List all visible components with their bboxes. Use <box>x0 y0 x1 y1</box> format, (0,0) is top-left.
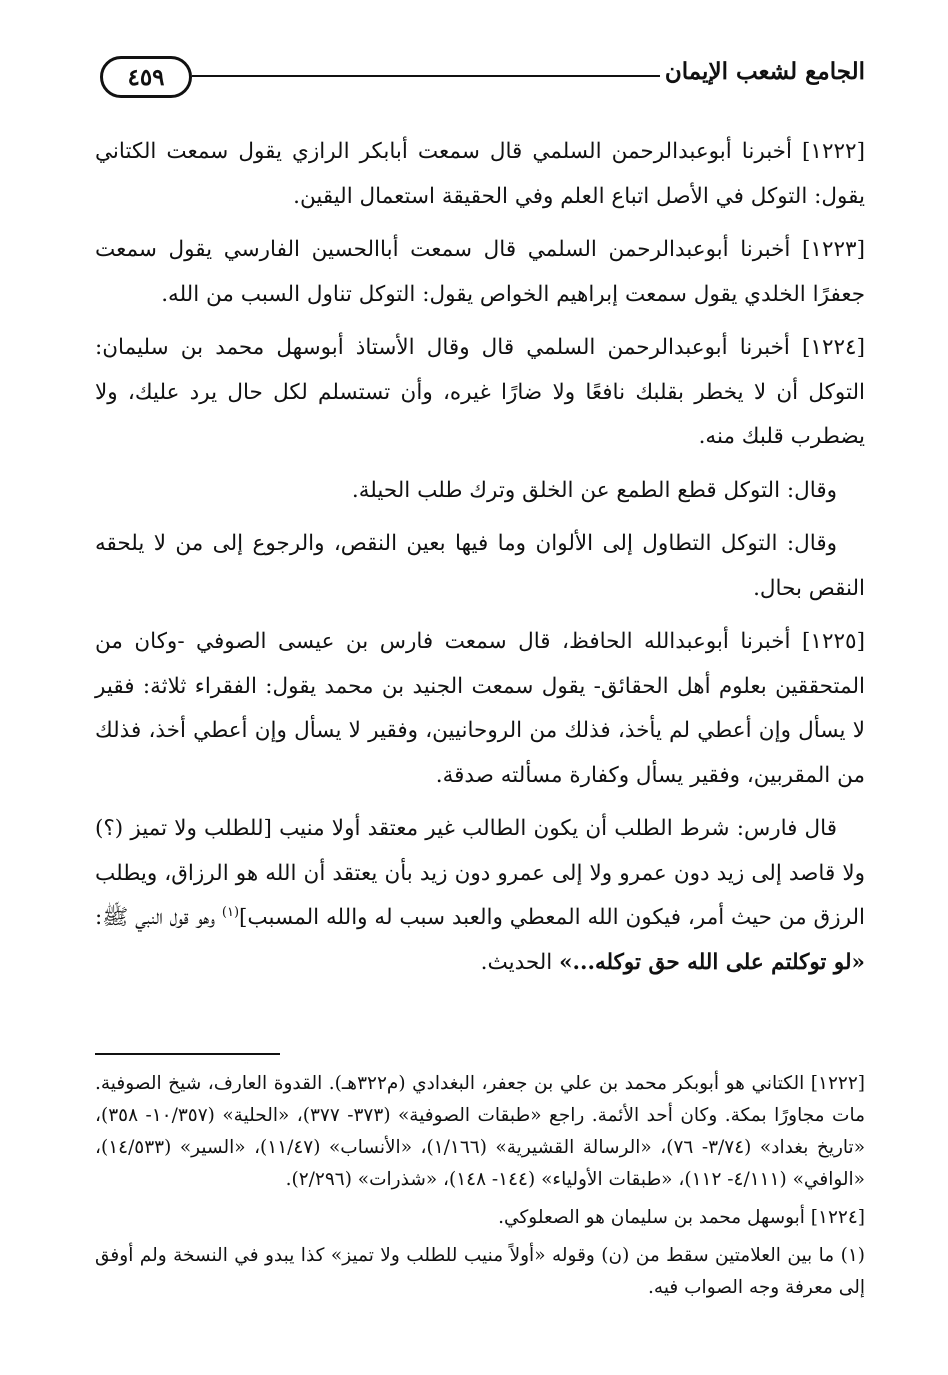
paragraph-text: أخبرنا أبوعبدالرحمن السلمي قال سمعت أبابكر الرازي يقول سمعت الكتاني يقول: التوكل في الأصل اتباع العلم وفي الحقيقة استعمال اليقين. <box>95 139 865 209</box>
paragraph-saying-1: وقال: التوكل قطع الطمع عن الخلق وترك طلب الحيلة. <box>351 477 837 503</box>
paragraph-1222 <box>95 130 865 219</box>
report-number: [١٢٢٤] <box>802 335 865 360</box>
footnote-divider <box>95 1053 280 1055</box>
paragraph-text: أخبرنا أبوعبدالرحمن السلمي قال سمعت أباالحسين الفارسي يقول سمعت جعفرًا الخلدي يقول سمعت إبراهيم الخواص يقول: التوكل تناول السبب من الله. <box>95 237 865 307</box>
book-page <box>95 50 865 1350</box>
running-title: الجامع لشعب الإيمان <box>664 58 865 85</box>
footnote-1: (١) ما بين العلامتين سقط من (ن) وقوله «أولاً منيب للطلب ولا تميز» كذا يبدو في النسخة ولم أوفق إلى معرفة وجه الصواب فيه. <box>95 1245 865 1298</box>
main-text <box>95 130 865 994</box>
page-header <box>95 50 865 102</box>
report-number: [١٢٢٢] <box>802 139 865 164</box>
paragraph-text: الحديث. <box>480 949 553 975</box>
footnote-1222: [١٢٢٢] الكتاني هو أبوبكر محمد بن علي بن جعفر، البغدادي (م٣٢٢هـ). القدوة العارف، شيخ الصوفية. مات مجاورًا بمكة. وكان أحد الأئمة. راجع «طبقات الصوفية» (٣٧٣- ٣٧٧)، «الحلية» (١٠/٣٥٧- ٣٥٨)، «تاريخ بغداد» (٣/٧٤- ٧٦)، «الرسالة القشيرية» (١/١٦٦)، «الأنساب» (١١/٤٧)، «السير» (١٤/٥٣٣)، «الوافي» (٤/١١١- ١١٢)، «طبقات الأولياء» (١٤٤- ١٤٨)، «شذرات» (٢/٢٩٦). <box>95 1073 866 1190</box>
paragraph-text: وهو قول النبي ﷺ: <box>95 905 216 930</box>
paragraph-1224 <box>95 326 865 460</box>
paragraph-1225 <box>95 620 865 798</box>
report-number: [١٢٢٥] <box>802 629 865 654</box>
footnotes <box>95 1068 865 1310</box>
paragraph-faris <box>95 807 865 985</box>
hadith-quote: «لو توكلتم على الله حق توكله...» <box>559 949 865 975</box>
paragraph-text: أخبرنا أبوعبدالله الحافظ، قال سمعت فارس بن عيسى الصوفي -وكان من المتحققين بعلوم أهل الحقائق- يقول سمعت الجنيد بن محمد يقول: الفقراء ثلاثة: فقير لا يسأل وإن أعطي لم يأخذ، فذلك من الروحانيين، وفقير لا يسأل وإن أعطي أخذ، فذلك من المقربين، وفقير يسأل وكفارة مسألته صدقة. <box>95 629 865 788</box>
report-number: [١٢٢٣] <box>802 237 865 262</box>
page-number: ٤٥٩ <box>100 56 192 98</box>
footnote-1224: [١٢٢٤] أبوسهل محمد بن سليمان هو الصعلوكي. <box>498 1207 865 1228</box>
footnote-marker[interactable]: (١) <box>221 904 240 920</box>
paragraph-saying-2: وقال: التوكل التطاول إلى الألوان وما فيها بعين النقص، والرجوع إلى من لا يلحقه النقص بحال. <box>95 531 865 601</box>
paragraph-1223 <box>95 228 865 317</box>
header-rule <box>192 75 660 77</box>
paragraph-text: قال فارس: شرط الطلب أن يكون الطالب غير معتقد أولا منيب [للطلب ولا تميز (؟) ولا قاصد إلى زيد دون عمرو ولا إلى عمرو دون زيد بأن يعتقد أن الله هو الرزاق، ويطلب الرزق من حيث أمر، فيكون الله المعطي والعبد سبب له والله المسبب] <box>95 816 865 930</box>
paragraph-text: أخبرنا أبوعبدالرحمن السلمي قال وقال الأستاذ أبوسهل محمد بن سليمان: التوكل أن لا يخطر بقلبك نافعًا ولا ضارًا غيره، وأن تستسلم لكل حال يرد عليك، ولا يضطرب قلبك منه. <box>95 335 865 449</box>
